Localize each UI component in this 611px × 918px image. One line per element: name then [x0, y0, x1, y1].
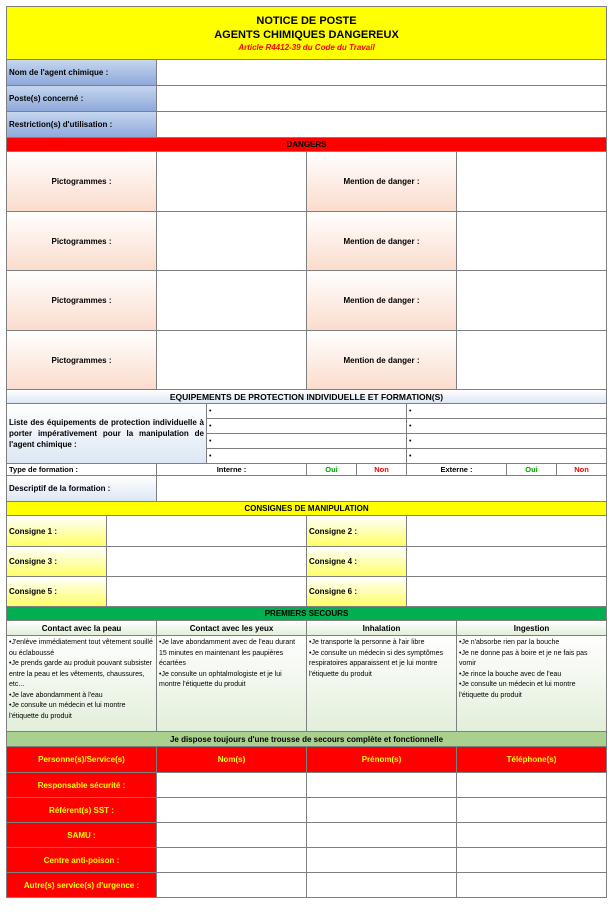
first-aid-column-title: Contact avec la peau	[7, 621, 157, 636]
epi-item-field[interactable]: •	[407, 434, 607, 449]
contact-name-field[interactable]	[157, 848, 307, 873]
restrictions-field[interactable]	[157, 112, 607, 138]
legal-reference: Article R4412-39 du Code du Travail	[238, 42, 375, 52]
first-aid-line: •Je ne donne pas à boire et je ne fais pas vomir	[459, 649, 588, 667]
first-aid-ingestion-instructions	[457, 636, 607, 732]
first-aid-line: •Je consulte un médecin et lui montre l'étiquette du produit	[9, 702, 126, 720]
training-type-label: Type de formation :	[7, 464, 157, 476]
hazard-statement-field[interactable]	[457, 271, 607, 331]
first-aid-skin-instructions	[7, 636, 157, 732]
instruction-field[interactable]	[107, 577, 307, 607]
internal-label: Interne :	[157, 464, 307, 476]
posts-field[interactable]	[157, 86, 607, 112]
contact-role-label: Responsable sécurité :	[7, 773, 157, 798]
epi-list-label: Liste des équipements de protection individuelle à porter impérativement pour la manipulation de l'agent chimique :	[7, 404, 207, 464]
hazard-statement-field[interactable]	[457, 331, 607, 390]
contact-firstname-field[interactable]	[307, 798, 457, 823]
first-aid-line: •Je consulte un médecin si des symptômes respiratoires apparaissent et je lui montre l'étiquette du produit	[309, 649, 443, 678]
contact-role-label: Référent(s) SST :	[7, 798, 157, 823]
contacts-header-firstname: Prénom(s)	[307, 747, 457, 773]
contact-phone-field[interactable]	[457, 823, 607, 848]
contact-name-field[interactable]	[157, 773, 307, 798]
contact-phone-field[interactable]	[457, 773, 607, 798]
hazard-statement-label: Mention de danger :	[307, 271, 457, 331]
external-no-option[interactable]: Non	[557, 464, 607, 476]
contact-name-field[interactable]	[157, 873, 307, 898]
first-aid-line: •Je rince la bouche avec de l'eau	[459, 670, 562, 678]
first-aid-inhalation-instructions	[307, 636, 457, 732]
instruction-label: Consigne 5 :	[7, 577, 107, 607]
job-notice-sheet	[6, 6, 607, 898]
training-description-field[interactable]	[157, 476, 607, 502]
posts-label: Poste(s) concerné :	[7, 86, 157, 112]
title-line-2: AGENTS CHIMIQUES DANGEREUX	[214, 28, 399, 41]
dangers-heading: DANGERS	[7, 138, 607, 152]
first-aid-kit-note: Je dispose toujours d'une trousse de secours complète et fonctionnelle	[7, 732, 607, 747]
contact-firstname-field[interactable]	[307, 848, 457, 873]
first-aid-line: •J'enlève immédiatement tout vêtement souillé ou éclaboussé	[9, 639, 153, 657]
title-line-1: NOTICE DE POSTE	[256, 14, 357, 27]
pictogram-field[interactable]	[157, 271, 307, 331]
hazard-statement-label: Mention de danger :	[307, 212, 457, 271]
contacts-header-service: Personne(s)/Service(s)	[7, 747, 157, 773]
instruction-label: Consigne 4 :	[307, 547, 407, 577]
pictogram-label: Pictogrammes :	[7, 271, 157, 331]
internal-no-option[interactable]: Non	[357, 464, 407, 476]
epi-item-field[interactable]: •	[407, 449, 607, 464]
contact-name-field[interactable]	[157, 823, 307, 848]
pictogram-field[interactable]	[157, 152, 307, 212]
first-aid-column-title: Ingestion	[457, 621, 607, 636]
contacts-header-phone: Téléphone(s)	[457, 747, 607, 773]
epi-item-field[interactable]: •	[207, 449, 407, 464]
instruction-field[interactable]	[107, 516, 307, 547]
first-aid-line: •Je n'absorbe rien par la bouche	[459, 639, 560, 646]
contact-firstname-field[interactable]	[307, 773, 457, 798]
first-aid-column-title: Contact avec les yeux	[157, 621, 307, 636]
instruction-label: Consigne 1 :	[7, 516, 107, 547]
pictogram-field[interactable]	[157, 331, 307, 390]
epi-item-field[interactable]: •	[407, 419, 607, 434]
epi-item-field[interactable]: •	[207, 404, 407, 419]
first-aid-line: •Je transporte la personne à l'air libre	[309, 639, 425, 646]
agent-name-label: Nom de l'agent chimique :	[7, 60, 157, 86]
instruction-field[interactable]	[407, 547, 607, 577]
epi-heading: EQUIPEMENTS DE PROTECTION INDIVIDUELLE ET FORMATION(S)	[7, 390, 607, 404]
first-aid-heading: PREMIERS SECOURS	[7, 607, 607, 621]
instruction-field[interactable]	[407, 577, 607, 607]
contacts-header-name: Nom(s)	[157, 747, 307, 773]
pictogram-label: Pictogrammes :	[7, 152, 157, 212]
epi-item-field[interactable]: •	[207, 434, 407, 449]
epi-item-field[interactable]: •	[407, 404, 607, 419]
first-aid-eyes-instructions	[157, 636, 307, 732]
instruction-field[interactable]	[107, 547, 307, 577]
internal-yes-option[interactable]: Oui	[307, 464, 357, 476]
agent-name-field[interactable]	[157, 60, 607, 86]
pictogram-field[interactable]	[157, 212, 307, 271]
instruction-label: Consigne 6 :	[307, 577, 407, 607]
first-aid-line: •Je consulte un médecin et lui montre l'étiquette du produit	[459, 681, 576, 699]
hazard-statement-label: Mention de danger :	[307, 152, 457, 212]
contact-name-field[interactable]	[157, 798, 307, 823]
contact-phone-field[interactable]	[457, 848, 607, 873]
hazard-statement-field[interactable]	[457, 152, 607, 212]
first-aid-line: •Je lave abondamment à l'eau	[9, 691, 103, 699]
instruction-field[interactable]	[407, 516, 607, 547]
contact-firstname-field[interactable]	[307, 873, 457, 898]
hazard-statement-field[interactable]	[457, 212, 607, 271]
pictogram-label: Pictogrammes :	[7, 212, 157, 271]
first-aid-line: •Je lave abondamment avec de l'eau durant 15 minutes en maintenant les paupières écartées	[159, 639, 296, 667]
epi-item-field[interactable]: •	[207, 419, 407, 434]
training-description-label: Descriptif de la formation :	[7, 476, 157, 502]
contact-firstname-field[interactable]	[307, 823, 457, 848]
contact-phone-field[interactable]	[457, 873, 607, 898]
restrictions-label: Restriction(s) d'utilisation :	[7, 112, 157, 138]
first-aid-line: •Je consulte un ophtalmologiste et je lui montre l'étiquette du produit	[159, 670, 282, 688]
contact-role-label: Centre anti-poison :	[7, 848, 157, 873]
header-block	[7, 7, 607, 60]
contact-phone-field[interactable]	[457, 798, 607, 823]
pictogram-label: Pictogrammes :	[7, 331, 157, 390]
external-label: Externe :	[407, 464, 507, 476]
handling-heading: CONSIGNES DE MANIPULATION	[7, 502, 607, 516]
instruction-label: Consigne 2 :	[307, 516, 407, 547]
external-yes-option[interactable]: Oui	[507, 464, 557, 476]
contact-role-label: Autre(s) service(s) d'urgence :	[7, 873, 157, 898]
instruction-label: Consigne 3 :	[7, 547, 107, 577]
contact-role-label: SAMU :	[7, 823, 157, 848]
first-aid-column-title: Inhalation	[307, 621, 457, 636]
hazard-statement-label: Mention de danger :	[307, 331, 457, 390]
first-aid-line: •Je prends garde au produit pouvant subsister entre la peau et les vêtements, chaussures, etc...	[9, 660, 152, 688]
